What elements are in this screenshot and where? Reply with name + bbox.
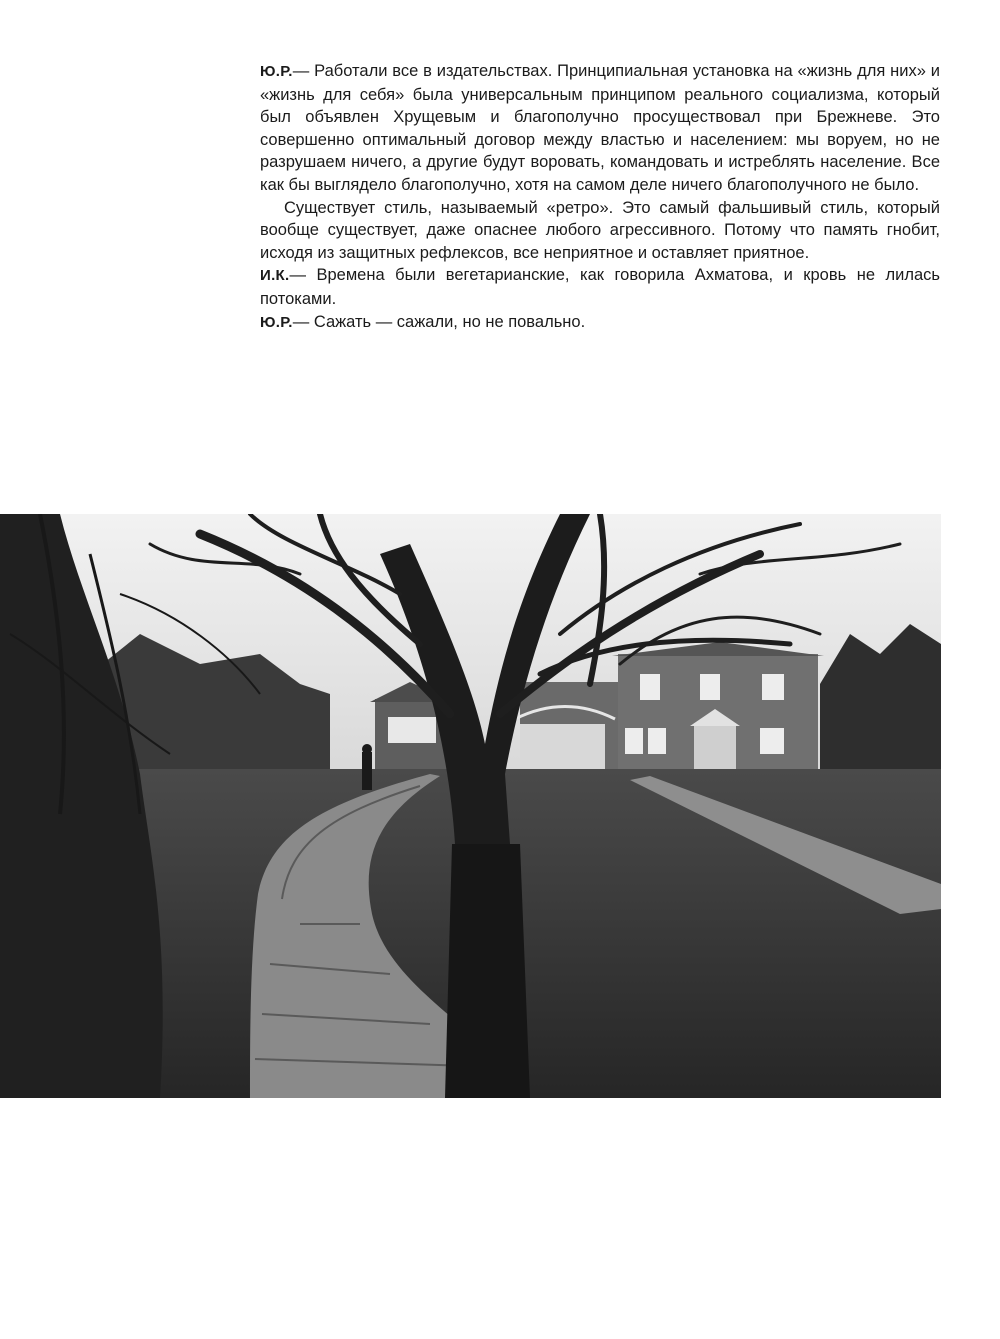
dialogue-paragraph-3 <box>260 264 940 310</box>
paragraph-text: — Работали все в издательствах. Принципиальная установка на «жизнь для них» и «жизнь для себя» была универсальным принципом реального социализма, который был объявлен Хрущевым и благополучно просуществовал при Брежневе. Это совершенно оптимальный договор между властью и населением: мы воруем, но не разрушаем ничего, а другие будут воровать, командовать и истреблять население. Все как бы выглядело благополучно, хотя на самом деле ничего благополучного не было. <box>260 62 940 194</box>
paragraph-text: — Сажать — сажали, но не повально. <box>292 312 586 331</box>
house-photo-illustration <box>0 514 941 1098</box>
dialogue-paragraph-1 <box>260 60 940 197</box>
dialogue-paragraph-2 <box>260 197 940 265</box>
interview-text <box>260 60 940 334</box>
house-photo <box>0 514 941 1098</box>
paragraph-text: Существует стиль, называемый «ретро». Это самый фальшивый стиль, который вообще существует, даже опаснее любого агрессивного. Потому что память гнобит, исходя из защитных рефлексов, все неприятное и оставляет приятное. <box>260 198 940 262</box>
speaker-label: И.К. <box>260 267 290 285</box>
dialogue-paragraph-4 <box>260 311 940 335</box>
speaker-label: Ю.Р. <box>260 313 293 331</box>
speaker-label: Ю.Р. <box>260 63 293 80</box>
paragraph-text: — Времена были вегетарианские, как говорила Ахматова, и кровь не лилась потоками. <box>260 266 940 308</box>
